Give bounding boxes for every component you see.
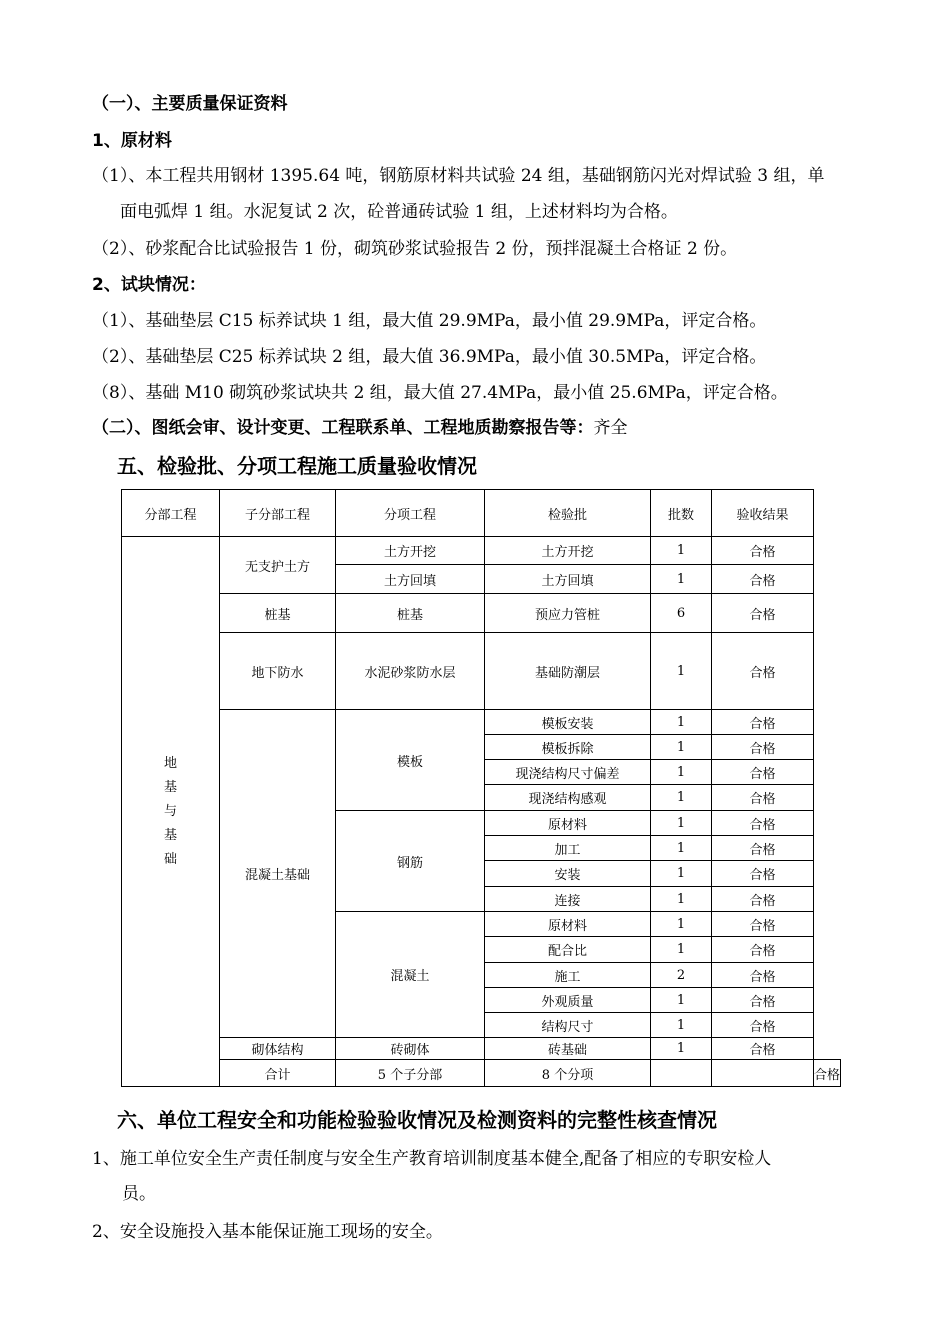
section6-paragraph-1-line-2: 员。 — [122, 1184, 156, 1204]
materials-title: 1、原材料 — [92, 131, 172, 151]
count-cell: 1 — [651, 710, 712, 735]
count-cell: 1 — [651, 735, 712, 760]
item-cell: 钢筋 — [336, 811, 485, 912]
header-cell: 批数 — [651, 490, 712, 537]
item-cell: 土方开挖 — [336, 537, 485, 565]
batch-cell: 土方开挖 — [485, 537, 651, 565]
count-cell: 1 — [651, 565, 712, 594]
block-item-2: （2）、基础垫层 C25 标养试块 2 组，最大值 36.9MPa，最小值 30.5MPa，评定合格。 — [92, 347, 767, 367]
total-count-cell — [712, 1060, 814, 1087]
header-cell: 子分部工程 — [220, 490, 336, 537]
result-cell: 合格 — [712, 988, 814, 1013]
header-cell: 验收结果 — [712, 490, 814, 537]
result-cell: 合格 — [712, 887, 814, 912]
table-row — [122, 633, 841, 710]
batch-cell: 原材料 — [485, 912, 651, 937]
result-cell: 合格 — [712, 912, 814, 937]
item-cell: 混凝土 — [336, 912, 485, 1038]
sub-division-cell: 桩基 — [220, 594, 336, 633]
drawings-line — [92, 416, 628, 440]
sub-division-cell: 无支护土方 — [220, 537, 336, 594]
batch-cell: 加工 — [485, 836, 651, 861]
table-row — [122, 710, 841, 735]
count-cell: 1 — [651, 633, 712, 710]
result-cell: 合格 — [712, 861, 814, 887]
count-cell: 1 — [651, 785, 712, 811]
count-cell: 1 — [651, 912, 712, 937]
block-item-1: （1）、基础垫层 C15 标养试块 1 组，最大值 29.9MPa，最小值 29.9MPa，评定合格。 — [92, 311, 767, 331]
batch-cell: 预应力管桩 — [485, 594, 651, 633]
total-batch-cell — [651, 1060, 712, 1087]
block-item-3: （8）、基础 M10 砌筑砂浆试块共 2 组，最大值 27.4MPa，最小值 25.6MPa，评定合格。 — [92, 383, 788, 403]
count-cell: 1 — [651, 937, 712, 963]
batch-cell: 安装 — [485, 861, 651, 887]
table-row — [122, 1038, 841, 1060]
result-cell: 合格 — [712, 594, 814, 633]
total-subdivisions-cell: 5 个子分部 — [336, 1060, 485, 1087]
header-cell: 分项工程 — [336, 490, 485, 537]
sub-division-cell: 地下防水 — [220, 633, 336, 710]
result-cell: 合格 — [712, 785, 814, 811]
division-cell: 地 基 与 基 础 — [122, 537, 220, 1087]
batch-cell: 土方回填 — [485, 565, 651, 594]
result-cell: 合格 — [712, 735, 814, 760]
batch-cell: 外观质量 — [485, 988, 651, 1013]
batch-cell: 模板安装 — [485, 710, 651, 735]
result-cell: 合格 — [712, 710, 814, 735]
count-cell: 6 — [651, 594, 712, 633]
count-cell: 1 — [651, 887, 712, 912]
batch-cell: 现浇结构尺寸偏差 — [485, 760, 651, 785]
result-cell: 合格 — [712, 537, 814, 565]
result-cell: 合格 — [712, 811, 814, 836]
materials-paragraph-1-line-2: 面电弧焊 1 组。水泥复试 2 次，砼普通砖试验 1 组，上述材料均为合格。 — [120, 202, 678, 222]
drawings-label: （二）、图纸会审、设计变更、工程联系单、工程地质勘察报告等： — [92, 418, 594, 438]
batch-cell: 施工 — [485, 963, 651, 988]
batch-cell: 现浇结构感观 — [485, 785, 651, 811]
inspection-table — [121, 489, 841, 1087]
drawings-value: 齐全 — [593, 418, 628, 438]
item-cell: 桩基 — [336, 594, 485, 633]
section6-paragraph-1-line-1: 1、施工单位安全生产责任制度与安全生产教育培训制度基本健全,配备了相应的专职安检人 — [92, 1149, 772, 1169]
section5-title: 五、检验批、分项工程施工质量验收情况 — [117, 454, 477, 478]
result-cell: 合格 — [712, 760, 814, 785]
batch-cell: 结构尺寸 — [485, 1013, 651, 1038]
table-row — [122, 594, 841, 633]
result-cell: 合格 — [712, 836, 814, 861]
result-cell: 合格 — [712, 633, 814, 710]
section6-paragraph-2: 2、安全设施投入基本能保证施工现场的安全。 — [92, 1222, 443, 1242]
header-cell: 检验批 — [485, 490, 651, 537]
count-cell: 1 — [651, 861, 712, 887]
table-total-row — [122, 1060, 841, 1087]
batch-cell: 基础防潮层 — [485, 633, 651, 710]
materials-paragraph-2: （2）、砂浆配合比试验报告 1 份，砌筑砂浆试验报告 2 份，预拌混凝土合格证 2 份。 — [92, 239, 738, 259]
total-result-cell: 合格 — [814, 1060, 841, 1087]
count-cell: 1 — [651, 988, 712, 1013]
table-row — [122, 537, 841, 565]
total-label-cell: 合计 — [220, 1060, 336, 1087]
item-cell: 水泥砂浆防水层 — [336, 633, 485, 710]
blocks-title: 2、试块情况： — [92, 275, 206, 295]
count-cell: 1 — [651, 760, 712, 785]
total-items-cell: 8 个分项 — [485, 1060, 651, 1087]
count-cell: 2 — [651, 963, 712, 988]
table-header-row — [122, 490, 841, 537]
result-cell: 合格 — [712, 963, 814, 988]
sub-division-cell: 砌体结构 — [220, 1038, 336, 1060]
sub-division-cell: 混凝土基础 — [220, 710, 336, 1038]
batch-cell: 砖基础 — [485, 1038, 651, 1060]
count-cell: 1 — [651, 836, 712, 861]
batch-cell: 模板拆除 — [485, 735, 651, 760]
count-cell: 1 — [651, 1038, 712, 1060]
section6-title: 六、单位工程安全和功能检验验收情况及检测资料的完整性核查情况 — [117, 1108, 717, 1132]
item-cell: 模板 — [336, 710, 485, 811]
result-cell: 合格 — [712, 1038, 814, 1060]
header-cell: 分部工程 — [122, 490, 220, 537]
quality-heading: （一）、主要质量保证资料 — [92, 94, 288, 114]
count-cell: 1 — [651, 811, 712, 836]
batch-cell: 配合比 — [485, 937, 651, 963]
item-cell: 砖砌体 — [336, 1038, 485, 1060]
result-cell: 合格 — [712, 565, 814, 594]
count-cell: 1 — [651, 537, 712, 565]
materials-paragraph-1-line-1: （1）、本工程共用钢材 1395.64 吨，钢筋原材料共试验 24 组，基础钢筋闪光对焊试验 3 组，单 — [92, 166, 825, 186]
batch-cell: 原材料 — [485, 811, 651, 836]
item-cell: 土方回填 — [336, 565, 485, 594]
result-cell: 合格 — [712, 1013, 814, 1038]
batch-cell: 连接 — [485, 887, 651, 912]
result-cell: 合格 — [712, 937, 814, 963]
count-cell: 1 — [651, 1013, 712, 1038]
